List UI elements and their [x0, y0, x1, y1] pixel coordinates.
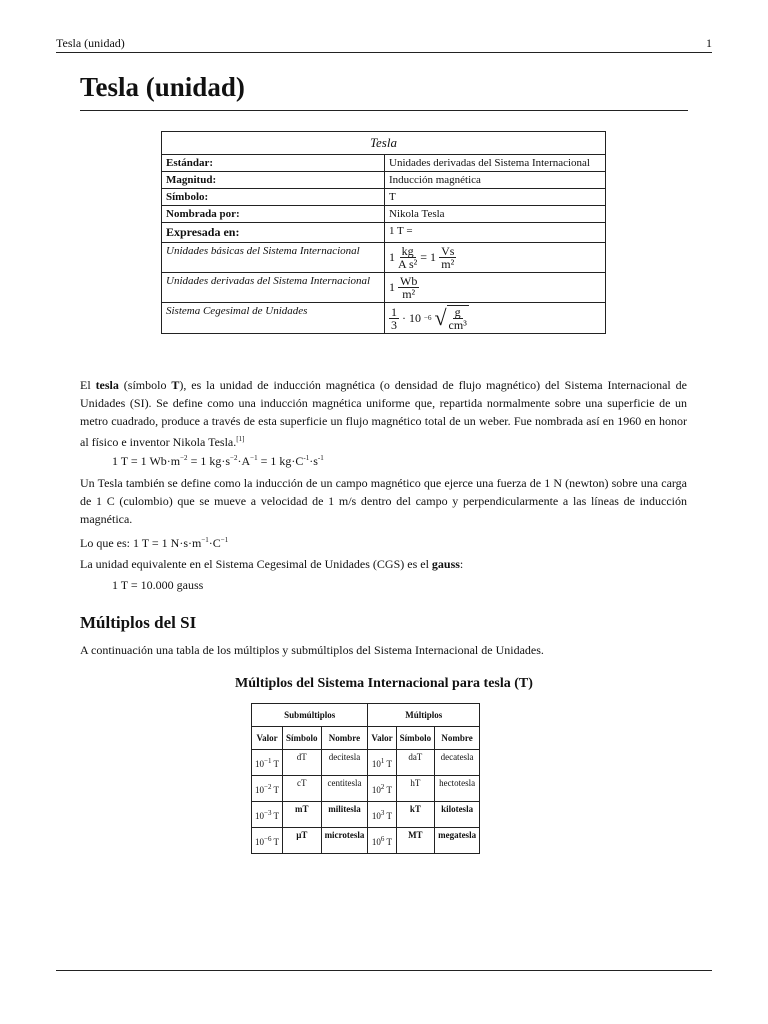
table-row [252, 750, 480, 776]
formula-basic-units: 1 $\frac{kg}{\text{A s²}}$ = 1 $\frac{Vs}{\text{m²}}$ [385, 243, 606, 273]
group-header: Múltiplos [368, 704, 480, 727]
header-title: Tesla (unidad) [56, 36, 125, 50]
formula-cgs: $\frac{1}{3}$ · 10 −6 √ $\frac{g}{\text{cm³}}$ [385, 303, 606, 334]
page-number: 1 [706, 36, 712, 50]
table-row [252, 802, 480, 828]
header-rule [56, 52, 712, 53]
value-cell: $10^{-3}$ T [252, 802, 283, 828]
paragraph-force: Un Tesla también se define como la inducción de un campo magnético que ejerce una fuerza de 1 N (newton) sobre una carga de 1 C (culombio) que se mueve a velocidad de 1 m/s dentro del campo y perpendicularmente a las líneas de inducción magnética. [80, 476, 687, 526]
name-cell: hectotesla [435, 776, 480, 802]
citation-link[interactable]: [1] [236, 435, 245, 443]
equation-si: 1 T = 1 $Wb\cdot m^{-2} = 1$ $kg\cdot s^{-2}\cdot A^{-1} = 1$ $kg\cdot C^{-1}\cdot s^{-1}$ [112, 454, 324, 468]
infobox-label: Estándar: [162, 155, 385, 172]
symbol-cell: kT [396, 802, 435, 828]
infobox-label: Sistema Cegesimal de Unidades [162, 303, 385, 334]
column-header: Valor [252, 727, 283, 750]
value-cell: $10^1$ T [368, 750, 396, 776]
name-cell: decatesla [435, 750, 480, 776]
infobox-value: Nikola Tesla [385, 206, 606, 223]
value-cell: $10^6$ T [368, 828, 396, 854]
infobox [161, 131, 606, 334]
infobox-value: Unidades derivadas del Sistema Internacional [385, 155, 606, 172]
name-cell: microtesla [321, 828, 368, 854]
table-row [252, 828, 480, 854]
infobox-value: 1 T = [385, 223, 606, 243]
column-header: Símbolo [283, 727, 322, 750]
value-cell: $10^{-1}$ T [252, 750, 283, 776]
infobox-label: Símbolo: [162, 189, 385, 206]
column-header: Nombre [435, 727, 480, 750]
table-title: Múltiplos del Sistema Internacional para tesla (T) [235, 676, 533, 691]
table-row [252, 776, 480, 802]
infobox-label: Unidades derivadas del Sistema Internacional [162, 273, 385, 303]
infobox-label: Expresada en: [162, 223, 385, 243]
symbol-cell: daT [396, 750, 435, 776]
infobox-caption: Tesla [162, 132, 606, 155]
infobox-value: T [385, 189, 606, 206]
footer-rule [56, 970, 712, 971]
name-cell: militesla [321, 802, 368, 828]
name-cell: kilotesla [435, 802, 480, 828]
paragraph-gauss: La unidad equivalente en el Sistema Cegesimal de Unidades (CGS) es el gauss: [80, 557, 464, 571]
column-header: Valor [368, 727, 396, 750]
section-heading: Múltiplos del SI [80, 613, 197, 632]
symbol-cell: mT [283, 802, 322, 828]
equation-gauss: 1 T = 10.000 gauss [112, 578, 204, 592]
column-header: Símbolo [396, 727, 435, 750]
page-title: Tesla (unidad) [80, 72, 245, 102]
value-cell: $10^2$ T [368, 776, 396, 802]
infobox-label: Nombrada por: [162, 206, 385, 223]
symbol-cell: µT [283, 828, 322, 854]
infobox-label: Unidades básicas del Sistema Internacional [162, 243, 385, 273]
column-header: Nombre [321, 727, 368, 750]
formula-derived-units: 1 $\frac{Wb}{\text{m²}}$ [385, 273, 606, 303]
value-cell: $10^{-6}$ T [252, 828, 283, 854]
section-intro: A continuación una tabla de los múltiplos y submúltiplos del Sistema Internacional de Unidades. [80, 643, 544, 657]
value-cell: $10^3$ T [368, 802, 396, 828]
name-cell: decitesla [321, 750, 368, 776]
symbol-cell: hT [396, 776, 435, 802]
paragraph-equivalence: Lo que es: 1 T = 1 $N\cdot s\cdot m^{-1}\cdot C^{-1}$ [80, 536, 229, 550]
paragraph-definition: El tesla (símbolo T), es la unidad de inducción magnética (o densidad de flujo magnético) del Sistema Internacional de Unidades (SI). Se define como una inducción magnética uniforme que, repartida normalmente sobre una superficie de un metro cuadrado, produce a través de esta superficie un flujo magnético total de un weber. Fue nombrada así en 1960 en honor al físico e inventor Nikola Tesla.[1] [80, 378, 687, 449]
symbol-cell: MT [396, 828, 435, 854]
infobox-label: Magnitud: [162, 172, 385, 189]
symbol-cell: cT [283, 776, 322, 802]
name-cell: megatesla [435, 828, 480, 854]
infobox-value: Inducción magnética [385, 172, 606, 189]
multiples-body [252, 750, 480, 854]
multiples-table [251, 703, 480, 854]
symbol-cell: dT [283, 750, 322, 776]
value-cell: $10^{-2}$ T [252, 776, 283, 802]
name-cell: centitesla [321, 776, 368, 802]
running-header [56, 36, 712, 51]
title-rule [80, 110, 688, 111]
group-header: Submúltiplos [252, 704, 368, 727]
